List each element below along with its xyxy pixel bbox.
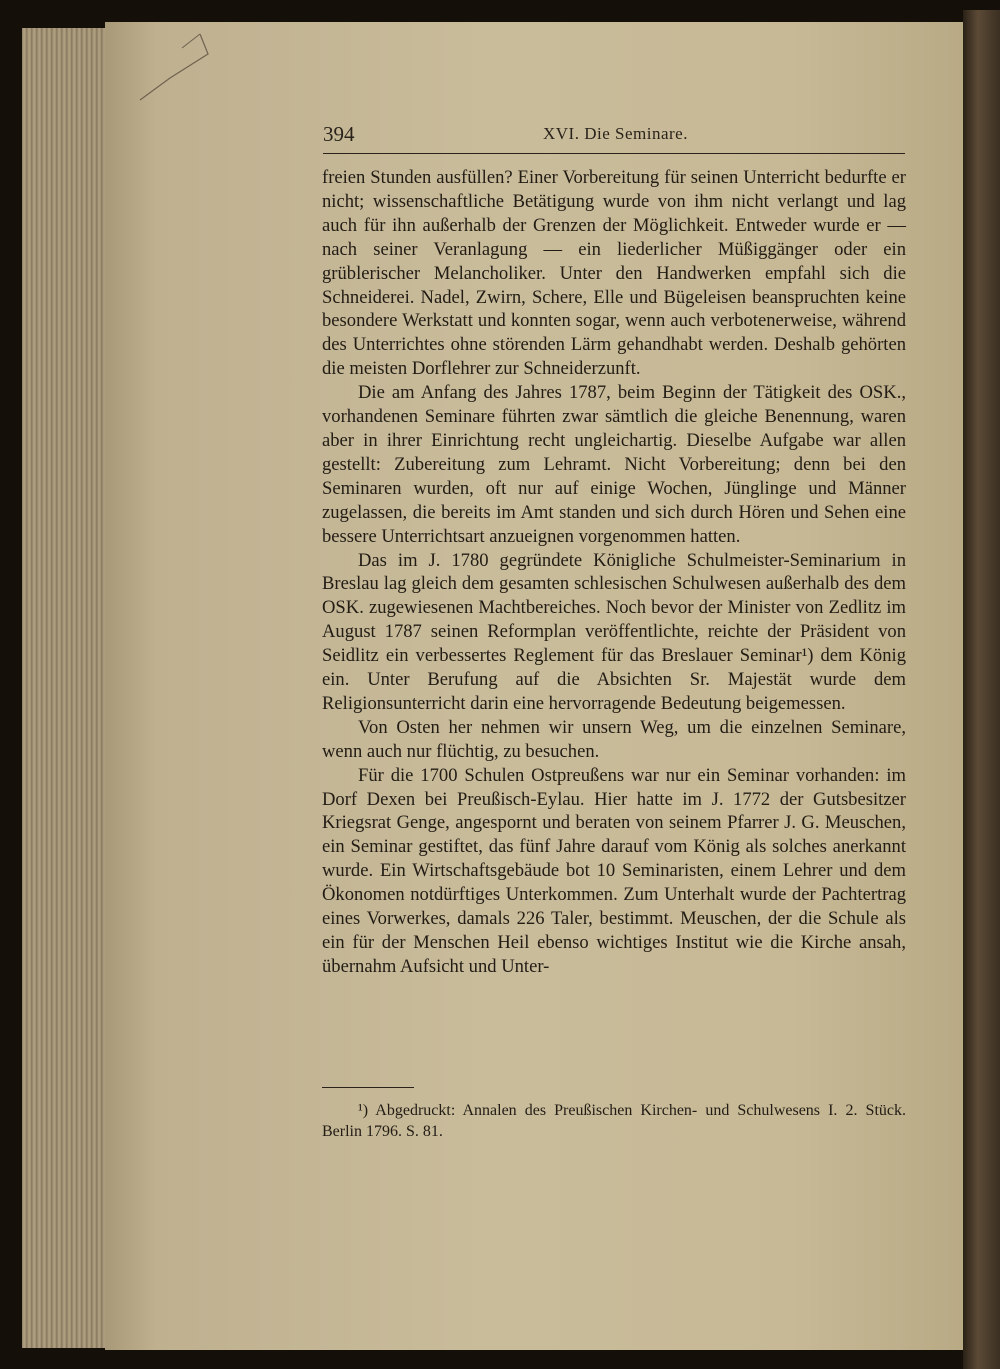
running-header [323, 122, 905, 152]
body-text [322, 166, 906, 979]
paragraph: Das im J. 1780 gegründete Königliche Schulmeister-Seminarium in Breslau lag gleich dem gesamten schlesischen Schulwesen außerhalb des dem OSK. zugewiesenen Machtbereiches. Noch bevor der Minister von Zedlitz im August 1787 seinen Reformplan veröffentlichte, reichte der Präsident von Seidlitz ein verbessertes Reglement für das Breslauer Seminar¹) dem König ein. Unter Berufung auf die Absichten Sr. Majestät wurde dem Religionsunterricht darin eine hervorragende Bedeutung beigemessen. [322, 549, 906, 714]
footnote-rule [322, 1087, 414, 1088]
paragraph: Die am Anfang des Jahres 1787, beim Beginn der Tätigkeit des OSK., vorhandenen Seminare führten zwar sämtlich die gleiche Benennung, waren aber in ihrer Einrichtung recht ungleichartig. Dieselbe Aufgabe war allen gestellt: Zubereitung zum Lehramt. Nicht Vorbereitung; denn bei den Seminaren wurden, oft nur auf einige Wochen, Jünglinge und Männer zugelassen, die bereits im Amt standen und sich durch Hören und Sehen eine bessere Unterrichtsart anzueignen vorgenommen hatten. [322, 382, 906, 547]
footnote [322, 1100, 906, 1142]
paragraph: freien Stunden ausfüllen? Einer Vorbereitung für seinen Unterricht bedurfte er nicht; wissenschaftliche Betätigung wurde von ihm nicht verlangt und lag auch für ihn außerhalb der Grenzen der Möglichkeit. Entweder wurde er — nach seiner Veranlagung — ein liederlicher Müßiggänger oder ein grüblerischer Melancholiker. Unter den Handwerken empfahl sich die Schneiderei. Nadel, Zwirn, Schere, Elle und Bügeleisen beanspruchten keine besondere Werkstatt und konnten sogar, wenn auch verbotenerweise, während des Unterrichtes ohne störenden Lärm gehandhabt werden. Deshalb gehörten die meisten Dorflehrer zur Schneiderzunft. [322, 167, 906, 380]
page-number: 394 [323, 122, 355, 146]
paragraph: Von Osten her nehmen wir unsern Weg, um die einzelnen Seminare, wenn auch nur flüchtig, zu besuchen. [322, 716, 906, 762]
running-title: XVI. Die Seminare. [543, 124, 688, 143]
header-rule [323, 153, 905, 154]
footnote-text: ¹) Abgedruckt: Annalen des Preußischen Kirchen- und Schulwesens I. 2. Stück. Berlin 1796. S. 81. [322, 1102, 906, 1140]
pencil-mark-icon [130, 30, 220, 110]
facing-page-edge [963, 10, 1000, 1369]
page-stack-edges [22, 28, 108, 1348]
paragraph: Für die 1700 Schulen Ostpreußens war nur ein Seminar vorhanden: im Dorf Dexen bei Preußisch-Eylau. Hier hatte im J. 1772 der Gutsbesitzer Kriegsrat Genge, angespornt und beraten von seinem Pfarrer J. G. Meuschen, ein Seminar gestiftet, das fünf Jahre darauf vom König als solches anerkannt wurde. Ein Wirtschaftsgebäude bot 10 Seminaristen, einem Lehrer und dem Ökonomen notdürftiges Unterkommen. Zum Unterhalt wurde der Pachtertrag eines Vorwerkes, damals 226 Taler, bestimmt. Meuschen, der die Schule als ein für der Menschen Heil ebenso wichtiges Institut wie die Kirche ansah, übernahm Aufsicht und Unter- [322, 764, 906, 977]
